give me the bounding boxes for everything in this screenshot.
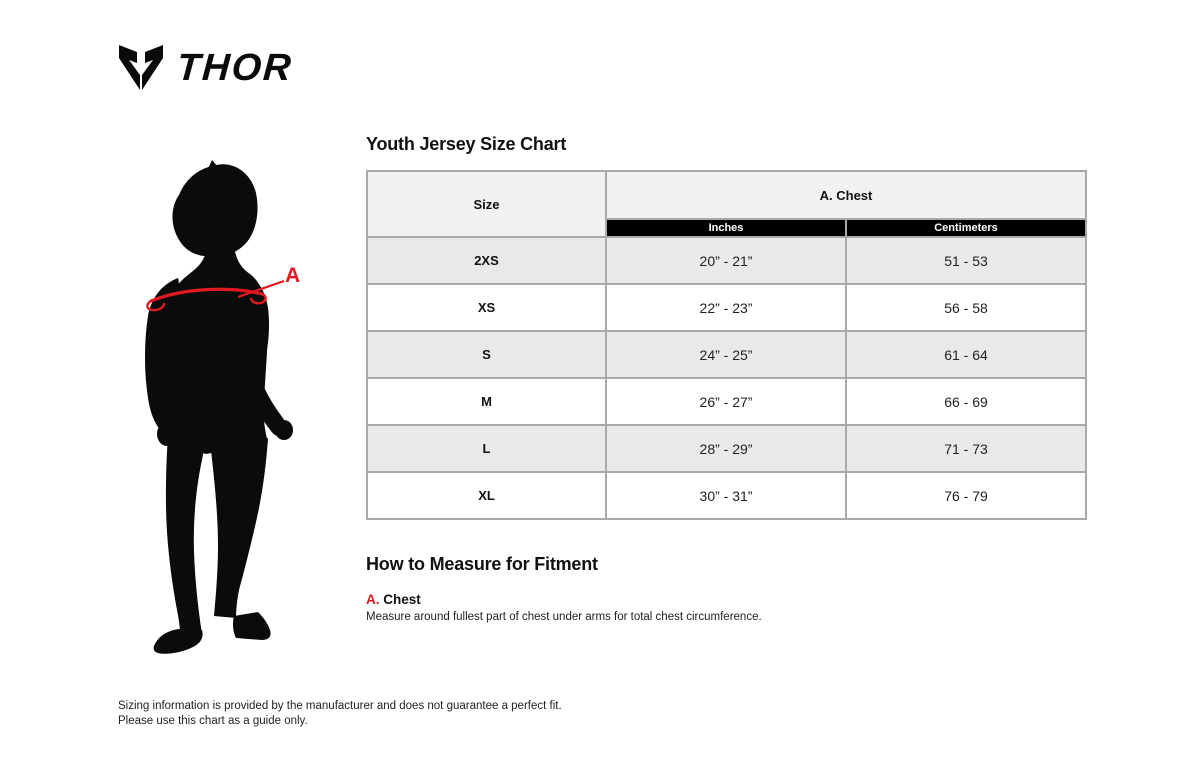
thor-horns-icon (118, 44, 164, 92)
measure-item-label: Chest (383, 592, 421, 607)
centimeters-cell: 66 - 69 (846, 378, 1086, 425)
thor-wordmark: THOR (175, 47, 295, 89)
table-row (367, 472, 1086, 519)
measure-guide-title: How to Measure for Fitment (366, 554, 598, 574)
size-cell: M (367, 378, 606, 425)
size-cell: XS (367, 284, 606, 331)
size-chart-table (366, 170, 1087, 520)
disclaimer (118, 699, 562, 729)
table-row (367, 378, 1086, 425)
table-row (367, 284, 1086, 331)
table-header-row (367, 171, 1086, 219)
size-cell: S (367, 331, 606, 378)
col-header-size: Size (367, 171, 606, 237)
inches-cell: 24” - 25” (606, 331, 846, 378)
size-chart-title: Youth Jersey Size Chart (366, 134, 567, 154)
inches-cell: 22” - 23” (606, 284, 846, 331)
centimeters-cell: 71 - 73 (846, 425, 1086, 472)
size-cell: L (367, 425, 606, 472)
silhouette-body (145, 160, 293, 654)
inches-cell: 30” - 31” (606, 472, 846, 519)
disclaimer-line2: Please use this chart as a guide only. (118, 715, 308, 727)
centimeters-cell: 61 - 64 (846, 331, 1086, 378)
size-cell: XL (367, 472, 606, 519)
centimeters-cell: 56 - 58 (846, 284, 1086, 331)
disclaimer-line1: Sizing information is provided by the manufacturer and does not guarantee a perfect fit. (118, 700, 562, 712)
measure-item-name (366, 592, 1085, 607)
inches-cell: 26” - 27” (606, 378, 846, 425)
col-header-chest: A. Chest (606, 171, 1086, 219)
inches-cell: 20” - 21” (606, 237, 846, 284)
col-header-centimeters: Centimeters (846, 219, 1086, 237)
size-cell: 2XS (367, 237, 606, 284)
measurement-figure (138, 160, 348, 662)
table-row (367, 331, 1086, 378)
centimeters-cell: 76 - 79 (846, 472, 1086, 519)
chest-measure-label: A (285, 264, 301, 287)
measure-item-chest (366, 592, 1085, 624)
measure-item-description: Measure around fullest part of chest under arms for total chest circumference. (366, 611, 762, 623)
table-row (367, 237, 1086, 284)
col-header-inches: Inches (606, 219, 846, 237)
brand-header (118, 44, 293, 92)
table-row (367, 425, 1086, 472)
inches-cell: 28” - 29” (606, 425, 846, 472)
measure-item-letter: A. (366, 592, 380, 607)
child-silhouette (138, 160, 348, 662)
size-chart-section (366, 134, 1085, 624)
centimeters-cell: 51 - 53 (846, 237, 1086, 284)
